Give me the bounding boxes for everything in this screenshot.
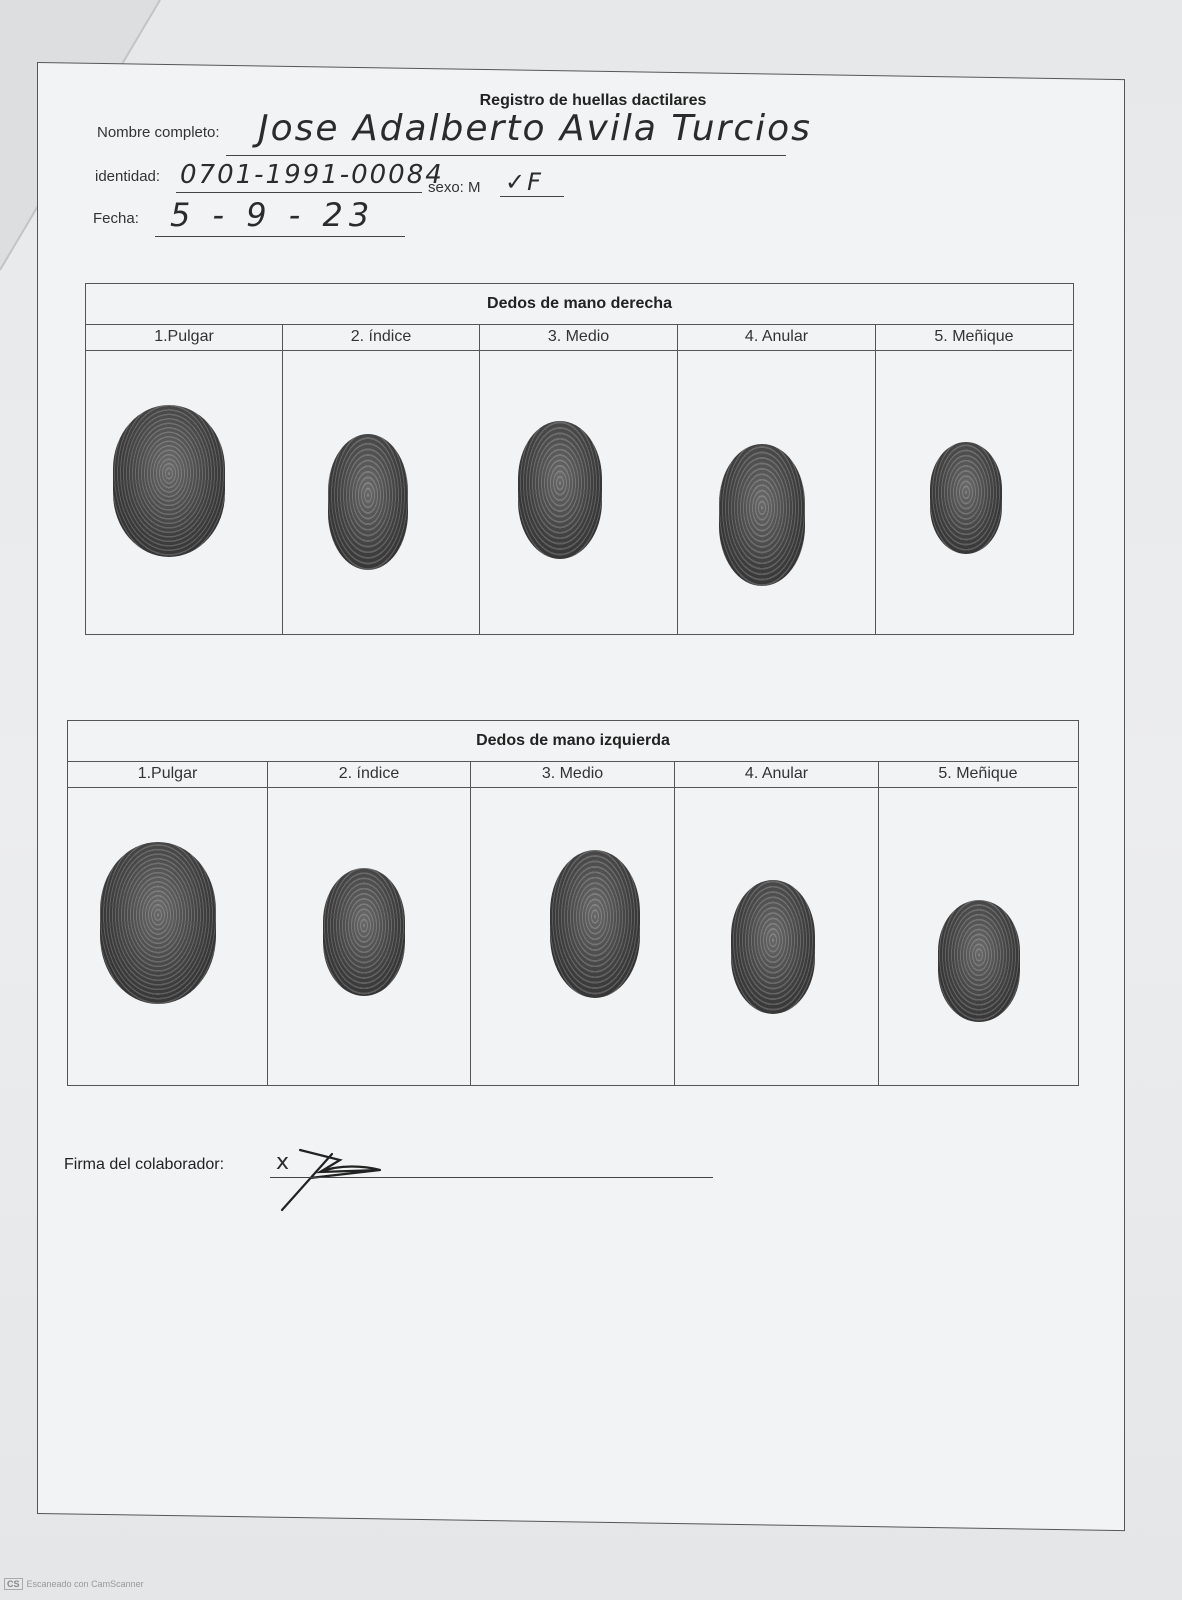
fecha-value: 5 - 9 - 23	[170, 196, 376, 234]
right-index-print	[328, 434, 408, 570]
identidad-underline	[176, 192, 422, 193]
right-hand-title: Dedos de mano derecha	[86, 284, 1073, 325]
signature-x-mark: x	[276, 1150, 292, 1175]
left-thumb-print	[100, 842, 216, 1004]
sexo-label: sexo: M	[428, 179, 481, 196]
cs-badge: CS	[4, 1578, 23, 1590]
left-hand-title: Dedos de mano izquierda	[68, 721, 1078, 762]
left-middle-print	[550, 850, 640, 998]
left-ring-print	[731, 880, 815, 1014]
identidad-value: 0701-1991-00084	[180, 160, 444, 190]
left-little-print	[938, 900, 1020, 1022]
nombre-value: Jose Adalberto Avila Turcios	[258, 108, 812, 149]
right-thumb-label: 1.Pulgar	[86, 324, 282, 351]
camscanner-watermark	[4, 1578, 144, 1590]
left-index-print	[323, 868, 405, 996]
form-title: Registro de huellas dactilares	[479, 92, 707, 109]
identidad-label: identidad:	[95, 168, 161, 185]
fecha-underline	[155, 236, 405, 237]
left-little-label: 5. Meñique	[879, 761, 1077, 788]
sexo-underline	[500, 196, 564, 197]
nombre-label: Nombre completo:	[97, 124, 220, 141]
sexo-value: ✓F	[505, 168, 543, 196]
right-middle-label: 3. Medio	[480, 324, 677, 351]
right-thumb-print	[113, 405, 225, 557]
fecha-label: Fecha:	[93, 210, 139, 227]
left-middle-label: 3. Medio	[471, 761, 674, 788]
cs-text: Escaneado con CamScanner	[26, 1579, 144, 1589]
right-index-label: 2. índice	[283, 324, 479, 351]
right-little-print	[930, 442, 1002, 554]
right-ring-print	[719, 444, 805, 586]
signature-label: Firma del colaborador:	[64, 1156, 225, 1173]
right-little-label: 5. Meñique	[876, 324, 1072, 351]
right-ring-label: 4. Anular	[678, 324, 875, 351]
right-middle-print	[518, 421, 602, 559]
left-ring-label: 4. Anular	[675, 761, 878, 788]
signature-underline	[270, 1177, 713, 1178]
left-index-label: 2. índice	[268, 761, 470, 788]
nombre-underline	[226, 155, 786, 156]
left-thumb-label: 1.Pulgar	[68, 761, 267, 788]
